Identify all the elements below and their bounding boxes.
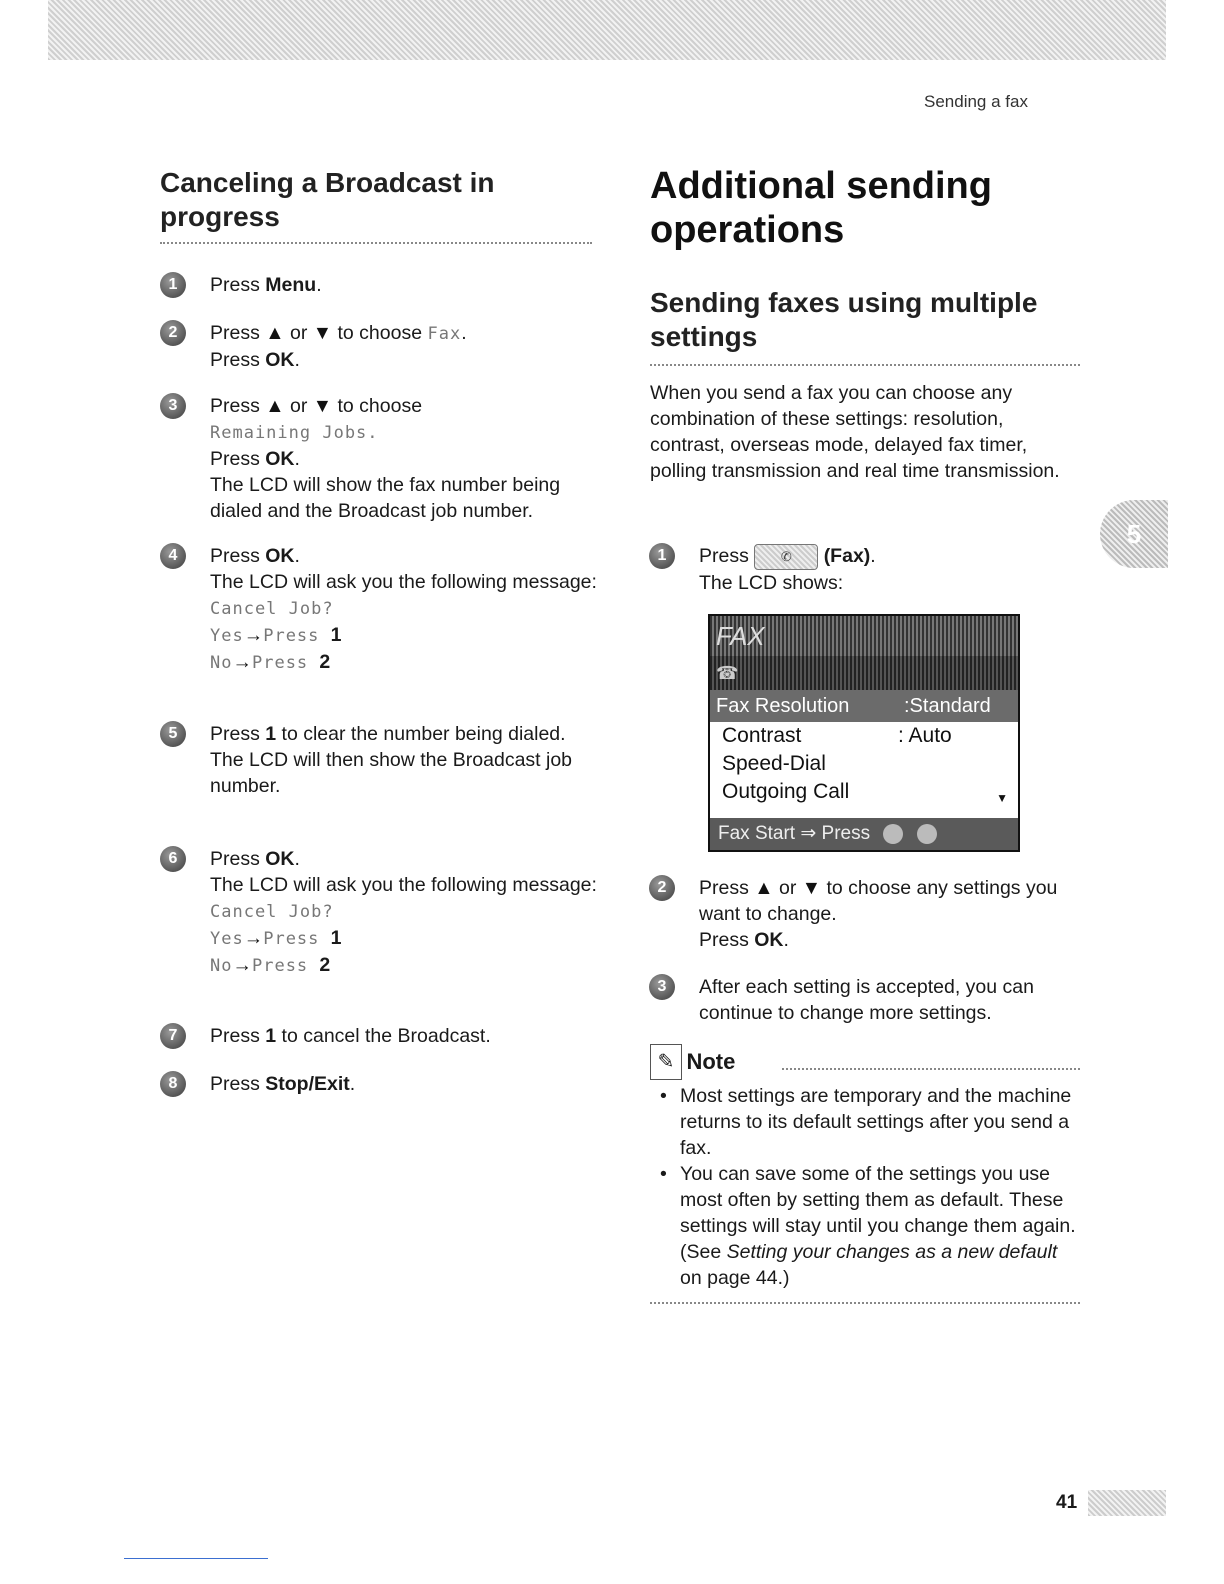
step-number-icon: 1 — [649, 543, 675, 569]
note-bottom-divider — [650, 1302, 1080, 1304]
intro-paragraph: When you send a fax you can choose any combination of these settings: resolution, contrast, overseas mode, delayed fax timer, polling transmission and real time transmission. — [650, 382, 1060, 482]
start-button-icon — [883, 824, 903, 844]
step-number-icon: 2 — [649, 875, 675, 901]
left-step-6: 6 Press OK. The LCD will ask you the following message: Cancel Job? Yes→Press 1 No→Press 2 — [210, 846, 600, 979]
scroll-down-icon: ▼ — [996, 791, 1008, 805]
note-divider — [782, 1068, 1080, 1070]
running-head: Sending a fax — [924, 92, 1028, 111]
step-number-icon: 8 — [160, 1071, 186, 1097]
left-step-7: 7 Press 1 to cancel the Broadcast. — [210, 1023, 600, 1049]
right-step-1: 1 Press ✆ (Fax). The LCD shows: — [699, 543, 1079, 596]
step-number-icon: 3 — [649, 974, 675, 1000]
lcd-footer: Fax Start ⇒ Press — [710, 818, 1018, 850]
lcd-row-speed-dial: Speed-Dial — [722, 752, 826, 775]
heading-divider — [160, 242, 592, 244]
chapter-tab: 5 — [1100, 500, 1168, 568]
right-step-2: 2 Press ▲ or ▼ to choose any settings you want to change. Press OK. — [699, 875, 1079, 953]
footer-line — [124, 1558, 268, 1559]
step-number-icon: 4 — [160, 543, 186, 569]
note-bullet-2: • You can save some of the settings you use most often by setting them as default. These settings will stay until you change them again. (See Setting your changes as a new default on page 44.) — [660, 1163, 1076, 1289]
up-arrow-icon: ▲ — [754, 877, 774, 899]
lcd-screen — [708, 614, 1020, 852]
page-number: 41 — [1056, 1492, 1078, 1513]
lcd-status-band — [710, 656, 1018, 690]
step-number-icon: 6 — [160, 846, 186, 872]
lcd-row-outgoing-call: Outgoing Call ▼ — [710, 778, 1018, 806]
left-step-3: 3 Press ▲ or ▼ to choose Remaining Jobs. Press OK. The LCD will show the fax number being dialed and the Broadcast job number. — [210, 393, 600, 524]
right-subsection-heading — [650, 286, 1080, 366]
top-decorative-band — [48, 0, 1166, 60]
note-bullet-1: • Most settings are temporary and the machine returns to its default settings after you send a fax. — [660, 1085, 1072, 1159]
right-arrow-icon: → — [232, 954, 252, 976]
step-number-icon: 7 — [160, 1023, 186, 1049]
lcd-title: FAX — [710, 616, 1018, 656]
step-number-icon: 3 — [160, 393, 186, 419]
left-step-4: 4 Press OK. The LCD will ask you the following message: Cancel Job? Yes→Press 1 No→Press 2 — [210, 543, 600, 676]
right-arrow-icon: → — [243, 624, 264, 646]
up-arrow-icon: ▲ — [265, 395, 285, 417]
subsection-title: Sending faxes using multiple settings — [650, 287, 1038, 352]
down-arrow-icon: ▼ — [801, 877, 822, 899]
down-arrow-icon: ▼ — [312, 322, 333, 344]
right-arrow-icon: → — [243, 927, 264, 949]
step-number-icon: 1 — [160, 272, 186, 298]
page-title: Additional sending operations — [650, 165, 992, 251]
lcd-row-contrast: Contrast : Auto — [722, 724, 952, 747]
fax-key-icon: ✆ — [754, 544, 818, 570]
left-section-heading — [160, 166, 592, 244]
left-step-5: 5 Press 1 to clear the number being dialed. The LCD will then show the Broadcast job number. — [210, 721, 600, 799]
heading-divider — [650, 364, 1080, 366]
page-number-band — [1088, 1490, 1166, 1516]
left-step-8: 8 Press Stop/Exit. — [210, 1071, 600, 1097]
note-label: Note — [686, 1049, 736, 1074]
note-header — [650, 1044, 1080, 1080]
right-section-heading — [650, 164, 1080, 252]
note-pencil-icon: ✎ — [650, 1044, 682, 1080]
cross-reference-link[interactable]: Setting your changes as a new default — [726, 1241, 1058, 1263]
up-arrow-icon: ▲ — [265, 322, 285, 344]
section-title-canceling: Canceling a Broadcast in progress — [160, 167, 495, 232]
down-arrow-icon: ▼ — [312, 395, 333, 417]
lcd-selected-row: Fax Resolution :Standard — [710, 690, 1018, 722]
phone-handset-icon: ☎ — [716, 663, 739, 683]
right-step-3: 3 After each setting is accepted, you can continue to change more settings. — [699, 974, 1079, 1026]
left-step-1: 1 Press Menu. — [210, 272, 600, 298]
start-button-icon — [917, 824, 937, 844]
right-arrow-icon: → — [232, 651, 252, 673]
step-number-icon: 5 — [160, 721, 186, 747]
left-step-2: 2 Press ▲ or ▼ to choose Fax. Press OK. — [210, 320, 600, 373]
step-number-icon: 2 — [160, 320, 186, 346]
